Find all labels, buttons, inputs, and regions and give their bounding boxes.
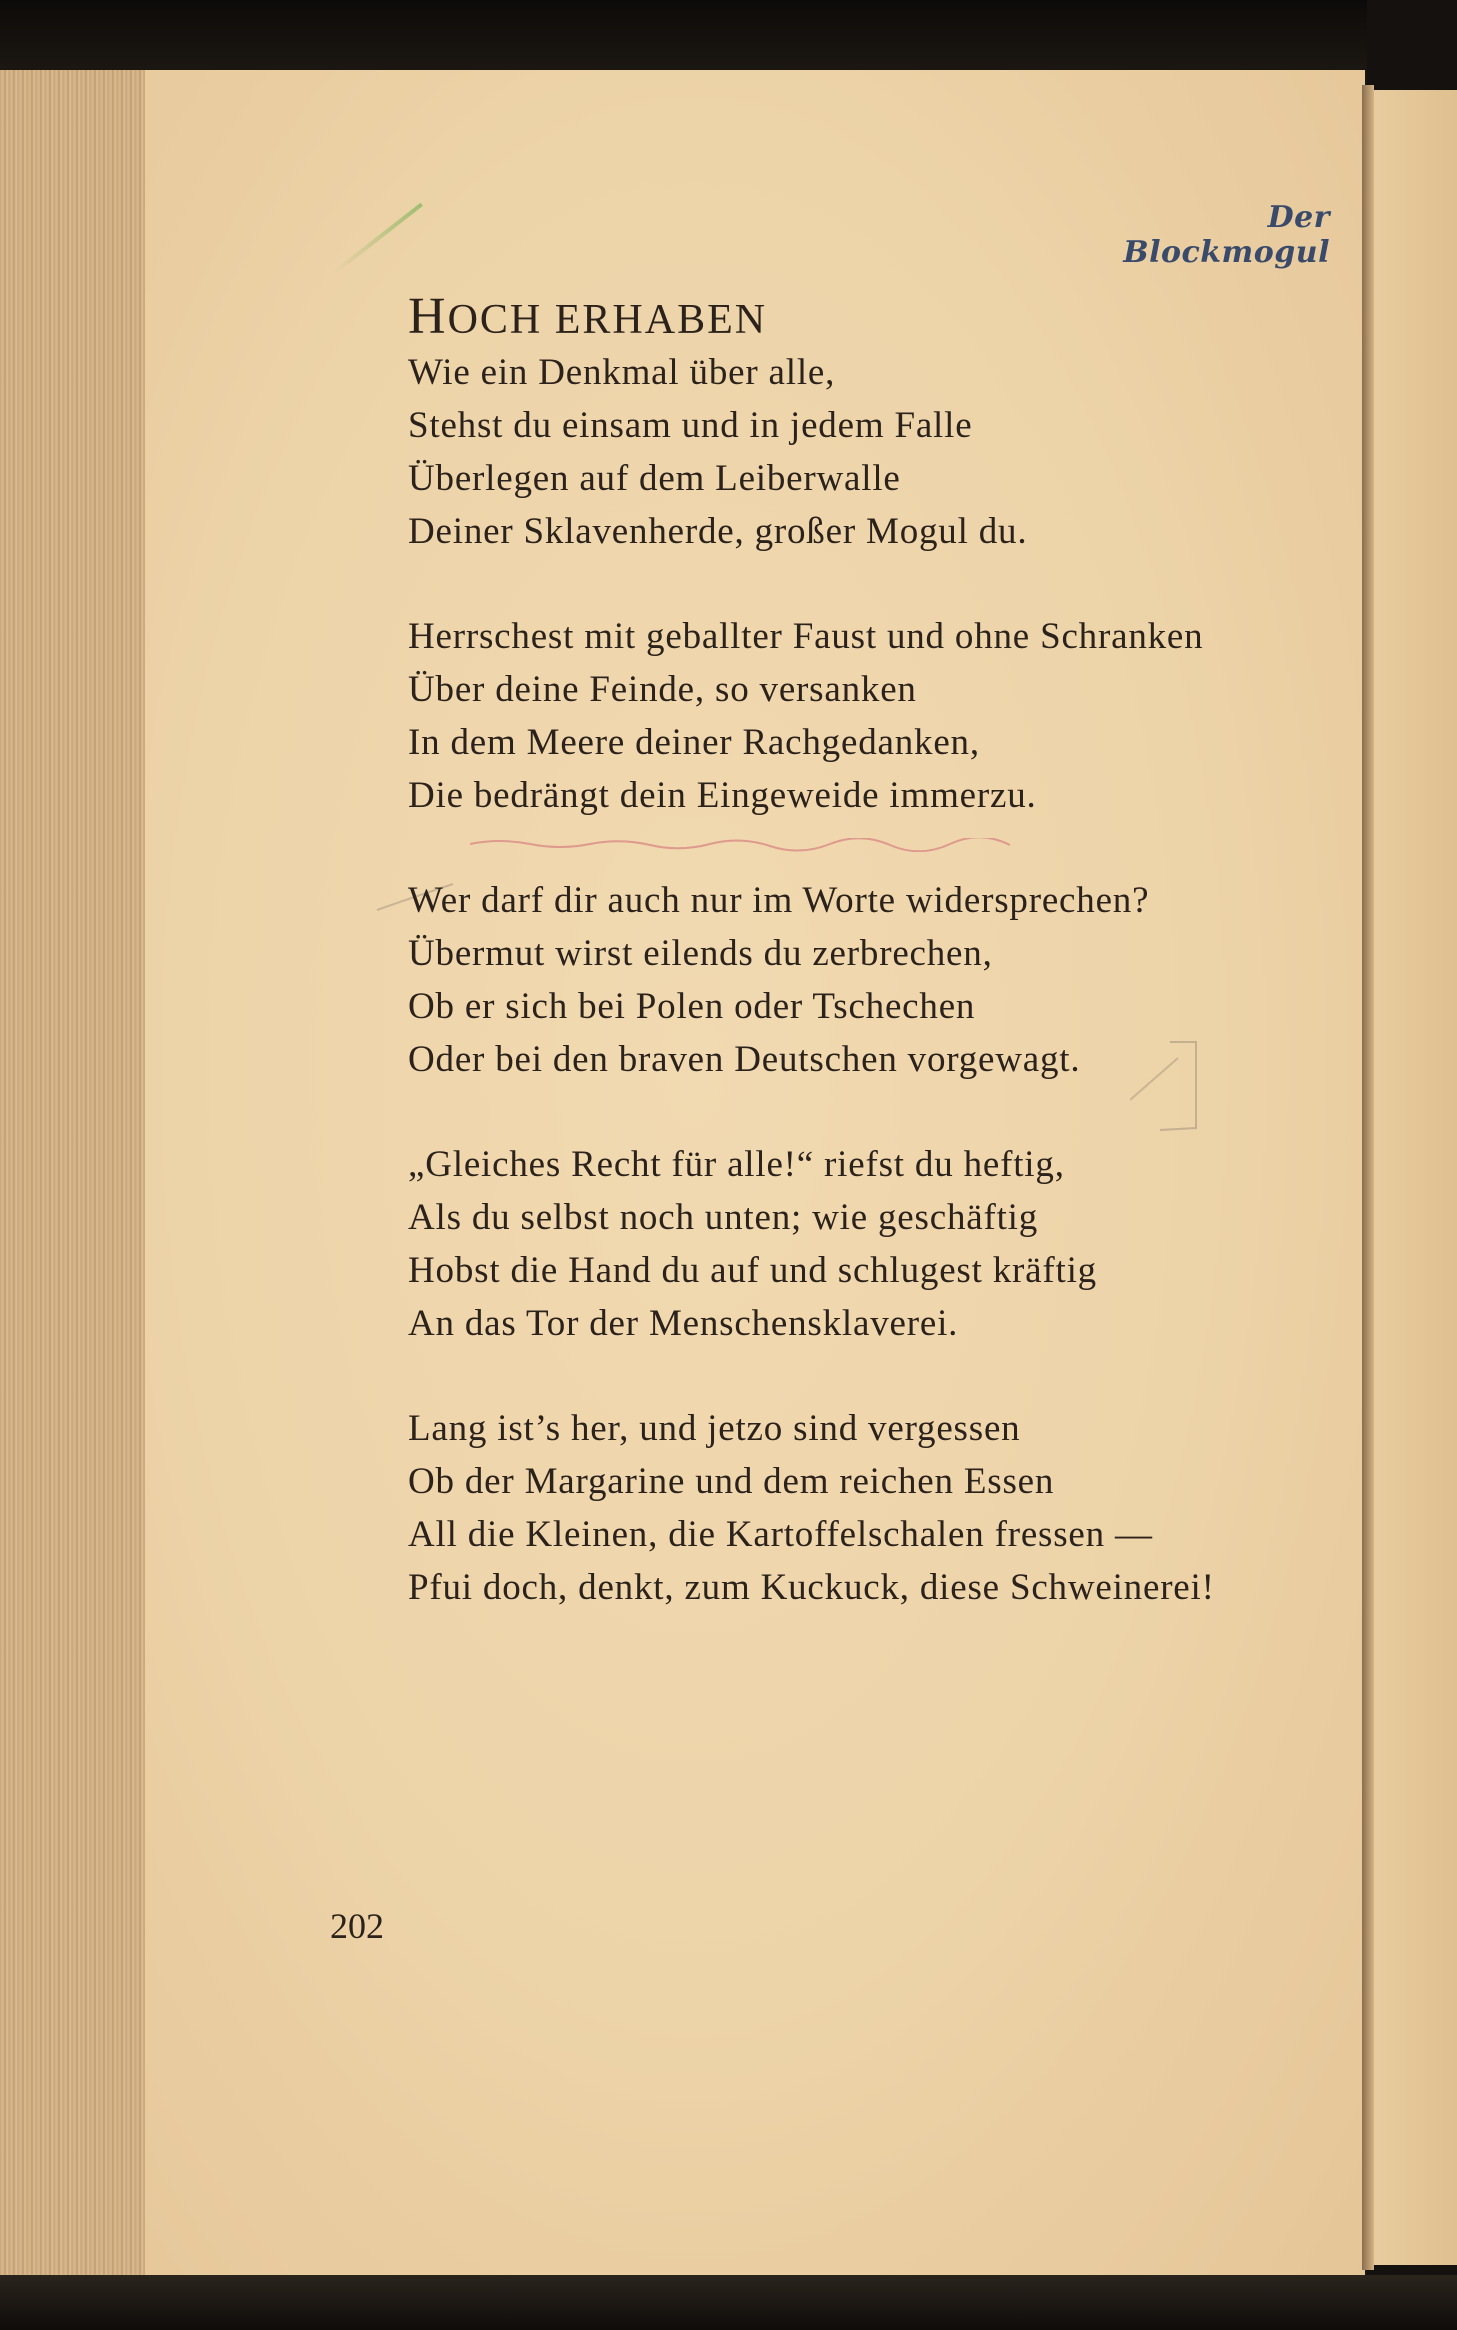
verse-line: Übermut wirst eilends du zerbrechen, [408,933,993,974]
verse-line: In dem Meere deiner Rachgedanken, [408,722,980,763]
verse-line: Pfui doch, denkt, zum Kuckuck, diese Schweinerei! [408,1567,1215,1608]
scan-background-bottom [0,2275,1457,2330]
scan-background-top [0,0,1457,75]
verse-line: Die bedrängt dein Eingeweide immerzu. [408,775,1037,816]
verse-line: Als du selbst noch unten; wie geschäftig [408,1197,1039,1238]
stanza-4 [408,1138,1348,1350]
verse-line: Oder bei den braven Deutschen vorgewagt. [408,1039,1081,1080]
verse-line: Herrschest mit geballter Faust und ohne Schranken [408,616,1204,657]
stanza-5 [408,1402,1348,1614]
poem-title-initial: H [408,288,448,345]
verse-line: Wie ein Denkmal über alle, [408,352,836,393]
verse-line: Stehst du einsam und in jedem Falle [408,405,973,446]
verse-line: Über deine Feinde, so versanken [408,669,917,710]
poem-title-rest: OCH ERHABEN [447,297,768,343]
verse-line: Ob der Margarine und dem reichen Essen [408,1461,1055,1502]
poem [408,288,1348,1614]
stanza-1 [408,346,1348,558]
verse-line: Überlegen auf dem Leiberwalle [408,458,901,499]
verse-line: Deiner Sklavenherde, großer Mogul du. [408,511,1028,552]
stanza-3 [408,874,1348,1086]
page-number: 202 [330,1906,384,1946]
facing-page-edge [1374,90,1457,2265]
verse-line: Hobst die Hand du auf und schlugest kräftig [408,1250,1097,1291]
verse-line: All die Kleinen, die Kartoffelschalen fressen — [408,1514,1153,1555]
verse-line: An das Tor der Menschensklaverei. [408,1303,959,1344]
verse-line: Wer darf dir auch nur im Worte widersprechen? [408,880,1150,921]
poem-title [408,288,1348,346]
running-head: Der Blockmogul [1123,200,1330,270]
verse-line: „Gleiches Recht für alle!“ riefst du heftig, [408,1144,1065,1185]
page-stack-edge [0,70,152,2285]
verse-line: Lang ist’s her, und jetzo sind vergessen [408,1408,1021,1449]
verse-line: Ob er sich bei Polen oder Tschechen [408,986,976,1027]
stanza-2 [408,610,1348,822]
gutter-shadow [1362,85,1374,2270]
